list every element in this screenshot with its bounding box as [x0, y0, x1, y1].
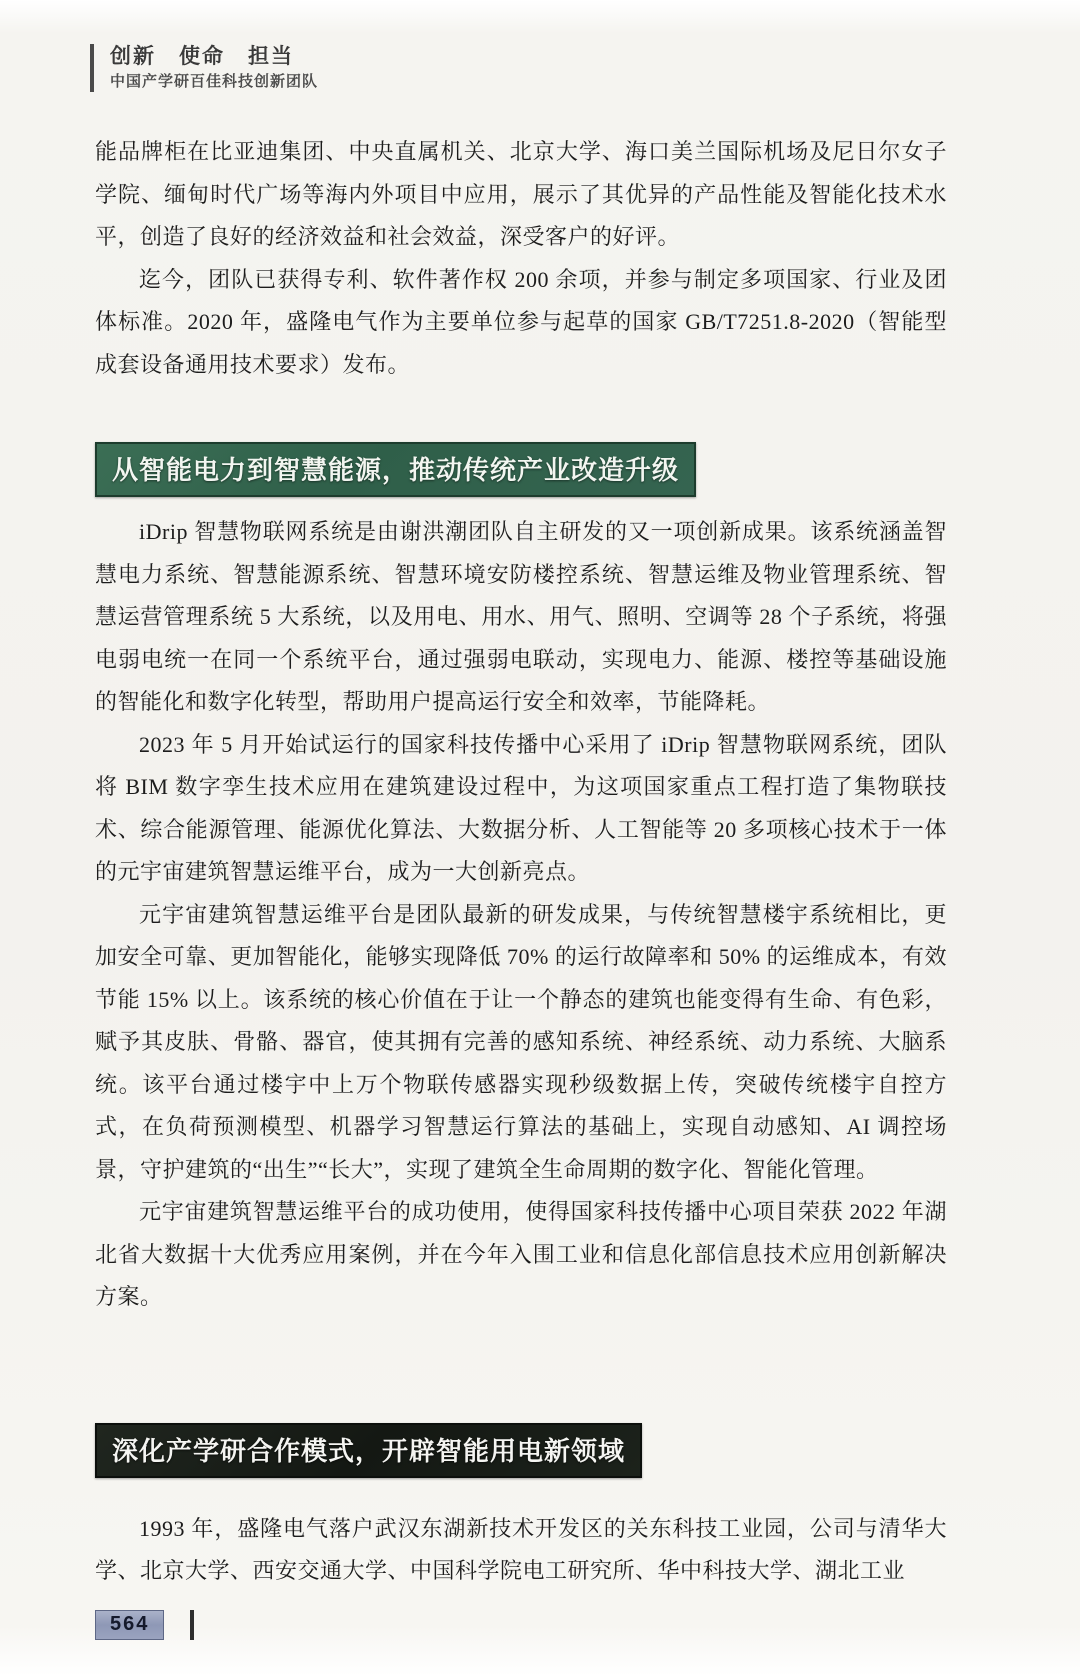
section-2-paragraph-1: 1993 年，盛隆电气落户武汉东湖新技术开发区的关东科技工业园，公司与清华大学、北京大学、西安交通大学、中国科学院电工研究所、华中科技大学、湖北工业 [95, 1515, 947, 1583]
page-number: 564 [95, 1610, 164, 1640]
footer-divider-bar [190, 1610, 194, 1640]
section-2-banner-row [95, 1423, 947, 1478]
section-1-paragraph-4: 元宇宙建筑智慧运维平台的成功使用，使得国家科技传播中心项目荣获 2022 年湖北省大数据十大优秀应用案例，并在今年入围工业和信息化部信息技术应用创新解决方案。 [95, 1199, 947, 1309]
section-1-paragraph-2: 2023 年 5 月开始试运行的国家科技传播中心采用了 iDrip 智慧物联网系统，团队将 BIM 数字孪生技术应用在建筑建设过程中，为这项国家重点工程打造了集物联技术、综合能源管理、能源优化算法、大数据分析、人工智能等 20 多项核心技术于一体的元宇宙建筑智慧运维平台，成为一大创新亮点。 [95, 731, 947, 884]
section-1-banner-row [95, 442, 947, 497]
page-footer [95, 1610, 194, 1640]
text-column [95, 131, 947, 1593]
intro-paragraph-2: 迄今，团队已获得专利、软件著作权 200 余项，并参与制定多项国家、行业及团体标准。2020 年，盛隆电气作为主要单位参与起草的国家 GB/T7251.8-2020（智能型成套设备通用技术要求）发布。 [95, 266, 947, 377]
section-1-paragraph-3: 元宇宙建筑智慧运维平台是团队最新的研发成果，与传统智慧楼宇系统相比，更加安全可靠、更加智能化，能够实现降低 70% 的运行故障率和 50% 的运维成本，有效节能 15% 以上。该系统的核心价值在于让一个静态的建筑也能变得有生命、有色彩，赋予其皮肤、骨骼、器官，使其拥有完善的感知系统、神经系统、动力系统、大脑系统。该平台通过楼宇中上万个物联传感器实现秒级数据上传，突破传统楼宇自控方式，在负荷预测模型、机器学习智慧运行算法的基础上，实现自动感知、AI 调控场景，守护建筑的“出生”“长大”，实现了建筑全生命周期的数字化、智能化管理。 [95, 901, 947, 1182]
masthead-title: 创新 使命 担当 [110, 45, 294, 68]
section-2-title-banner: 深化产学研合作模式，开辟智能用电新领域 [95, 1423, 642, 1478]
section-1-title-banner: 从智能电力到智慧能源，推动传统产业改造升级 [95, 442, 696, 497]
section-1-paragraph-1: iDrip 智慧物联网系统是由谢洪潮团队自主研发的又一项创新成果。该系统涵盖智慧电力系统、智慧能源系统、智慧环境安防楼控系统、智慧运维及物业管理系统、智慧运营管理系统 5 大系统，以及用电、用水、用气、照明、空调等 28 个子系统，将强电弱电统一在同一个系统平台，通过强弱电联动，实现电力、能源、楼控等基础设施的智能化和数字化转型，帮助用户提高运行安全和效率，节能降耗。 [95, 519, 947, 714]
masthead-subtitle: 中国产学研百佳科技创新团队 [110, 73, 319, 90]
intro-paragraph-continuation: 能品牌柜在比亚迪集团、中央直属机关、北京大学、海口美兰国际机场及尼日尔女子学院、缅甸时代广场等海内外项目中应用，展示了其优异的产品性能及智能化技术水平，创造了良好的经济效益和社会效益，深受客户的好评。 [95, 139, 947, 249]
page-masthead [90, 44, 318, 92]
